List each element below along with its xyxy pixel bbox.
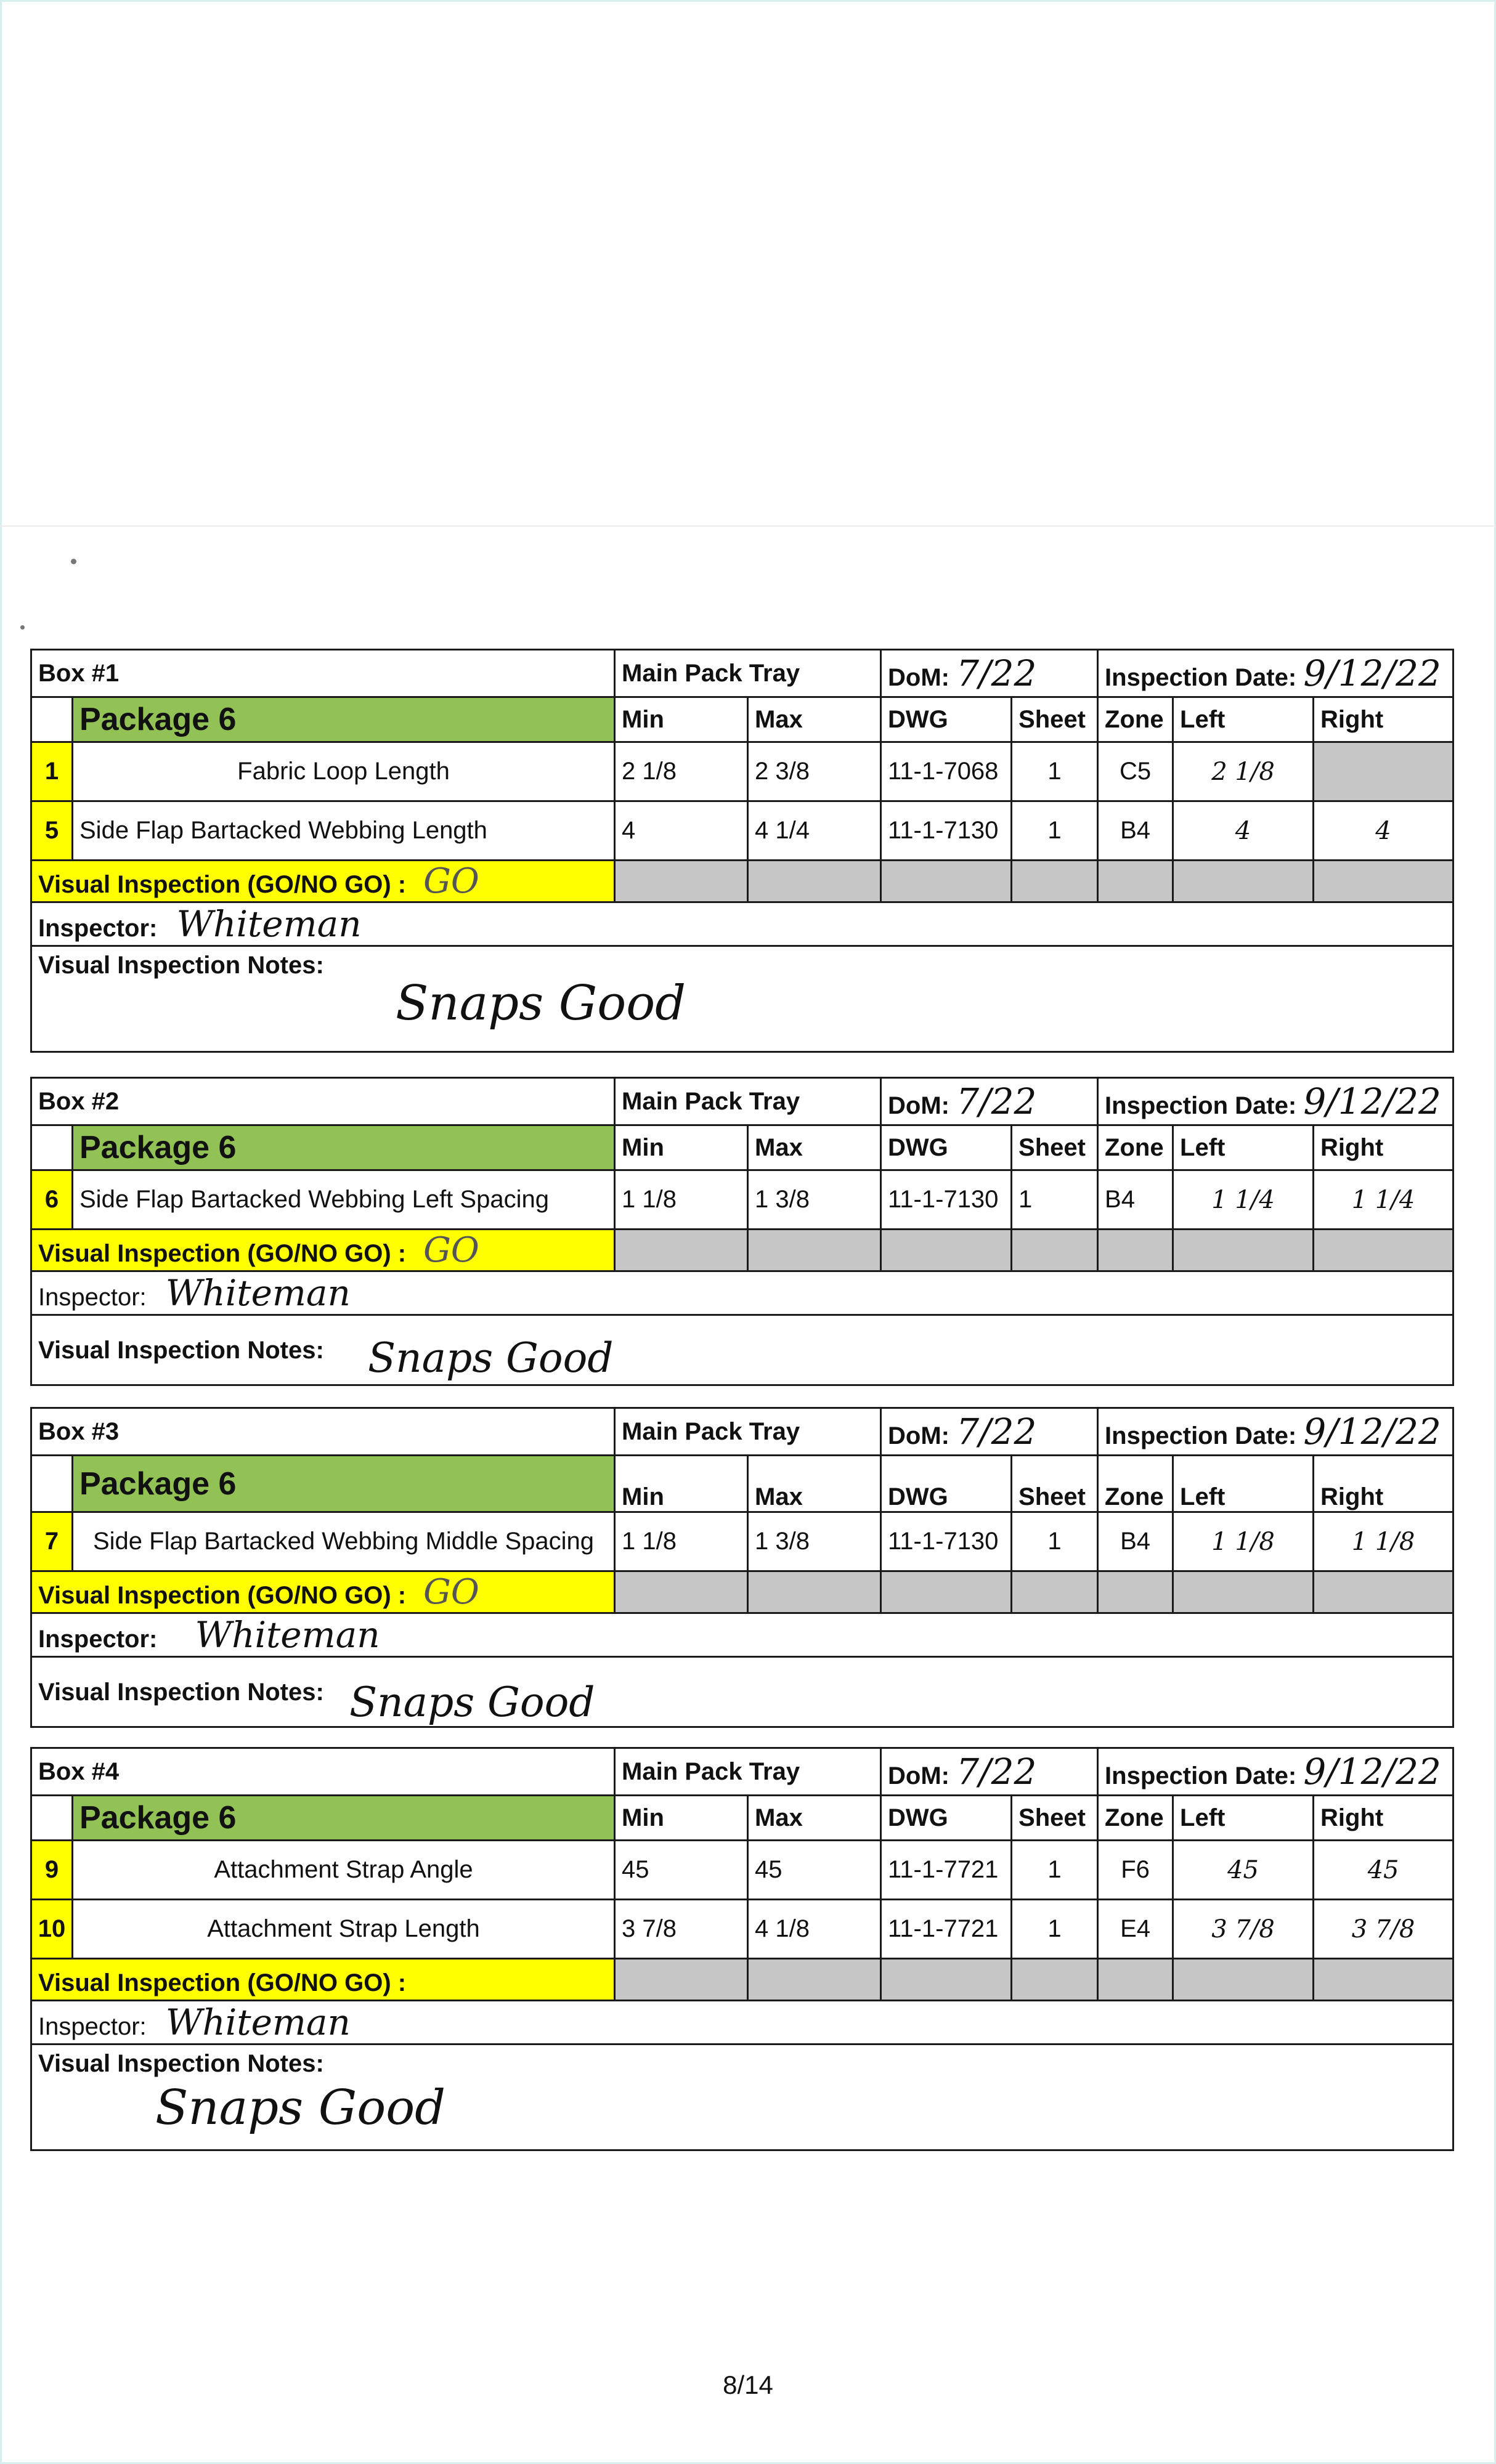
box-title: Box #1 [31, 650, 615, 697]
item-description: Side Flap Bartacked Webbing Middle Spacing [73, 1512, 615, 1571]
left-header: Left [1173, 1125, 1314, 1170]
num-header [31, 1456, 73, 1512]
item-max: 1 3/8 [748, 1512, 881, 1571]
item-dwg: 11-1-7068 [881, 742, 1012, 801]
inspector-name: Whiteman [176, 903, 362, 945]
max-header: Max [748, 1125, 881, 1170]
table-row [31, 801, 1453, 861]
inspection-box-3 [30, 1407, 1454, 1728]
item-right-value: 1 1/4 [1314, 1170, 1453, 1230]
inspection-date-value: 9/12/22 [1303, 1411, 1441, 1453]
item-description: Fabric Loop Length [73, 742, 615, 801]
tray-label: Main Pack Tray [615, 1748, 881, 1796]
inspection-date-value: 9/12/22 [1303, 1080, 1441, 1122]
item-right-value: 45 [1314, 1841, 1453, 1900]
scan-speck [71, 559, 76, 564]
item-number: 5 [31, 801, 73, 861]
notes-field: Visual Inspection Notes: Snaps Good [31, 2045, 1453, 2150]
item-dwg: 11-1-7721 [881, 1841, 1012, 1900]
dom-value: 7/22 [956, 1411, 1037, 1453]
table-row [31, 1900, 1453, 1959]
item-right-value: 3 7/8 [1314, 1900, 1453, 1959]
visual-go-label: Visual Inspection (GO/NO GO) : GO [31, 1571, 615, 1613]
inspection-box-1 [30, 649, 1454, 1053]
item-number: 9 [31, 1841, 73, 1900]
left-header: Left [1173, 1456, 1314, 1512]
item-sheet: 1 [1012, 801, 1098, 861]
inspector-field: Inspector: Whiteman [31, 1271, 1453, 1315]
max-header: Max [748, 1456, 881, 1512]
scan-speck [20, 625, 25, 630]
table-row [31, 742, 1453, 801]
max-header: Max [748, 697, 881, 742]
item-dwg: 11-1-7130 [881, 1170, 1012, 1230]
dom-field: DoM: 7/22 [881, 1408, 1098, 1456]
dom-value: 7/22 [956, 1080, 1037, 1122]
inspector-name: Whiteman [165, 2001, 351, 2043]
dom-value: 7/22 [956, 652, 1037, 694]
sheet-header: Sheet [1012, 1125, 1098, 1170]
item-dwg: 11-1-7721 [881, 1900, 1012, 1959]
item-min: 1 1/8 [615, 1512, 748, 1571]
inspection-box-2 [30, 1077, 1454, 1386]
item-zone: E4 [1098, 1900, 1173, 1959]
item-description: Side Flap Bartacked Webbing Length [73, 801, 615, 861]
inspection-date-field: Inspection Date: 9/12/22 [1098, 650, 1453, 697]
go-mark: GO [423, 1230, 479, 1270]
visual-go-label: Visual Inspection (GO/NO GO) : GO [31, 861, 615, 902]
left-header: Left [1173, 1796, 1314, 1841]
inspection-date-field: Inspection Date: 9/12/22 [1098, 1408, 1453, 1456]
item-left-value: 4 [1173, 801, 1314, 861]
zone-header: Zone [1098, 697, 1173, 742]
tray-label: Main Pack Tray [615, 1078, 881, 1125]
item-max: 4 1/4 [748, 801, 881, 861]
item-dwg: 11-1-7130 [881, 1512, 1012, 1571]
item-left-value: 45 [1173, 1841, 1314, 1900]
item-right-value: 4 [1314, 801, 1453, 861]
inspection-date-field: Inspection Date: 9/12/22 [1098, 1078, 1453, 1125]
right-header: Right [1314, 697, 1453, 742]
table-row [31, 1841, 1453, 1900]
item-number: 6 [31, 1170, 73, 1230]
num-header [31, 1125, 73, 1170]
min-header: Min [615, 1456, 748, 1512]
item-left-value: 3 7/8 [1173, 1900, 1314, 1959]
item-zone: F6 [1098, 1841, 1173, 1900]
inspection-box-4 [30, 1747, 1454, 2151]
item-sheet: 1 [1012, 1900, 1098, 1959]
item-description: Side Flap Bartacked Webbing Left Spacing [73, 1170, 615, 1230]
item-sheet: 1 [1012, 1512, 1098, 1571]
item-sheet: 1 [1012, 1841, 1098, 1900]
min-header: Min [615, 697, 748, 742]
table-row [31, 1170, 1453, 1230]
sheet-header: Sheet [1012, 1796, 1098, 1841]
item-zone: B4 [1098, 801, 1173, 861]
item-right-value [1314, 742, 1453, 801]
inspector-field: Inspector: Whiteman [31, 2001, 1453, 2045]
max-header: Max [748, 1796, 881, 1841]
dwg-header: DWG [881, 1125, 1012, 1170]
dwg-header: DWG [881, 697, 1012, 742]
item-max: 45 [748, 1841, 881, 1900]
item-sheet: 1 [1012, 742, 1098, 801]
item-zone: B4 [1098, 1170, 1173, 1230]
item-number: 7 [31, 1512, 73, 1571]
go-mark: GO [423, 861, 479, 901]
zone-header: Zone [1098, 1796, 1173, 1841]
package-label: Package 6 [73, 1456, 615, 1512]
left-header: Left [1173, 697, 1314, 742]
tray-label: Main Pack Tray [615, 650, 881, 697]
notes-text: Snaps Good [367, 1334, 614, 1382]
page-number: 8/14 [723, 2370, 773, 2399]
inspection-date-value: 9/12/22 [1303, 1751, 1441, 1793]
sheet-header: Sheet [1012, 1456, 1098, 1512]
visual-go-label: Visual Inspection (GO/NO GO) : [31, 1959, 615, 2001]
notes-text: Snaps Good [349, 1679, 595, 1726]
item-right-value: 1 1/8 [1314, 1512, 1453, 1571]
item-min: 4 [615, 801, 748, 861]
item-left-value: 1 1/4 [1173, 1170, 1314, 1230]
item-left-value: 1 1/8 [1173, 1512, 1314, 1571]
dwg-header: DWG [881, 1456, 1012, 1512]
inspector-field: Inspector: Whiteman [31, 1613, 1453, 1657]
item-zone: C5 [1098, 742, 1173, 801]
item-number: 1 [31, 742, 73, 801]
item-left-value: 2 1/8 [1173, 742, 1314, 801]
package-label: Package 6 [73, 697, 615, 742]
inspector-name: Whiteman [165, 1272, 351, 1314]
min-header: Min [615, 1125, 748, 1170]
table-row [31, 1512, 1453, 1571]
visual-go-label: Visual Inspection (GO/NO GO) : GO [31, 1230, 615, 1271]
item-description: Attachment Strap Length [73, 1900, 615, 1959]
right-header: Right [1314, 1456, 1453, 1512]
notes-text: Snaps Good [155, 2080, 446, 2136]
package-label: Package 6 [73, 1125, 615, 1170]
dwg-header: DWG [881, 1796, 1012, 1841]
box-title: Box #4 [31, 1748, 615, 1796]
box-title: Box #2 [31, 1078, 615, 1125]
right-header: Right [1314, 1796, 1453, 1841]
package-label: Package 6 [73, 1796, 615, 1841]
notes-field: Visual Inspection Notes: Snaps Good [31, 946, 1453, 1052]
item-number: 10 [31, 1900, 73, 1959]
notes-field: Visual Inspection Notes: Snaps Good [31, 1315, 1453, 1385]
zone-header: Zone [1098, 1125, 1173, 1170]
inspection-date-field: Inspection Date: 9/12/22 [1098, 1748, 1453, 1796]
item-zone: B4 [1098, 1512, 1173, 1571]
item-min: 1 1/8 [615, 1170, 748, 1230]
item-sheet: 1 [1012, 1170, 1098, 1230]
item-dwg: 11-1-7130 [881, 801, 1012, 861]
right-header: Right [1314, 1125, 1453, 1170]
item-min: 3 7/8 [615, 1900, 748, 1959]
num-header [31, 697, 73, 742]
item-max: 2 3/8 [748, 742, 881, 801]
inspector-name: Whiteman [195, 1614, 380, 1656]
box-title: Box #3 [31, 1408, 615, 1456]
dom-field: DoM: 7/22 [881, 1748, 1098, 1796]
item-description: Attachment Strap Angle [73, 1841, 615, 1900]
item-max: 4 1/8 [748, 1900, 881, 1959]
inspection-date-value: 9/12/22 [1303, 652, 1441, 694]
dom-field: DoM: 7/22 [881, 650, 1098, 697]
scan-artifact-line [0, 525, 1496, 527]
notes-field: Visual Inspection Notes: Snaps Good [31, 1657, 1453, 1727]
dom-field: DoM: 7/22 [881, 1078, 1098, 1125]
min-header: Min [615, 1796, 748, 1841]
notes-text: Snaps Good [396, 976, 686, 1031]
sheet-header: Sheet [1012, 697, 1098, 742]
inspector-field: Inspector: Whiteman [31, 902, 1453, 946]
dom-value: 7/22 [956, 1751, 1037, 1793]
go-mark: GO [423, 1572, 479, 1612]
num-header [31, 1796, 73, 1841]
item-max: 1 3/8 [748, 1170, 881, 1230]
item-min: 45 [615, 1841, 748, 1900]
tray-label: Main Pack Tray [615, 1408, 881, 1456]
zone-header: Zone [1098, 1456, 1173, 1512]
item-min: 2 1/8 [615, 742, 748, 801]
